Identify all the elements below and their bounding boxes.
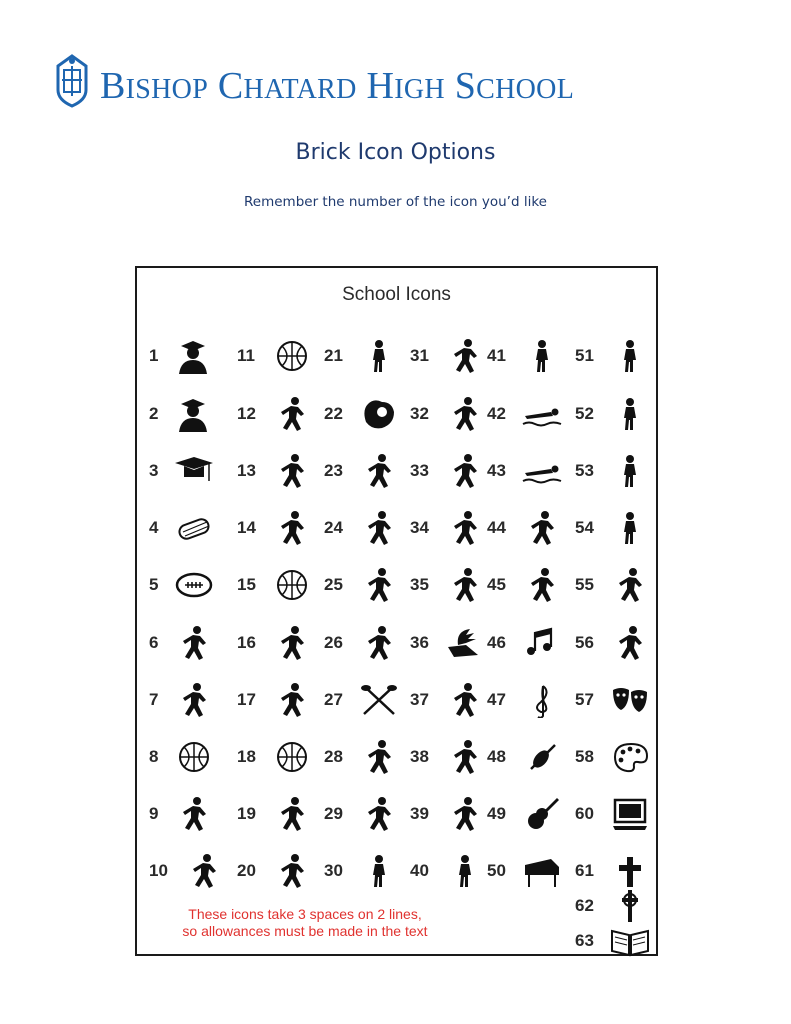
icon-option-53 [575,451,665,491]
football-kicker-icon [173,625,215,661]
icon-number: 26 [324,633,343,652]
icon-option-44 [487,508,577,548]
icon-option-27 [324,680,414,720]
computer-icon [609,796,651,832]
icon-option-45 [487,565,577,605]
tennis-player-icon [358,625,400,661]
icon-option-20 [237,851,327,891]
icon-sheet [135,266,658,956]
icon-number: 8 [149,747,159,766]
icon-number: 61 [575,861,594,880]
trumpet-player-icon [609,510,651,546]
icon-option-22 [324,394,414,434]
icon-number: 32 [410,404,429,423]
weightlifter-icon [358,853,400,889]
graduate-bust-icon [173,396,215,432]
icon-number: 55 [575,575,594,594]
icon-option-1 [149,336,239,376]
icon-option-10 [149,851,239,891]
icon-number: 56 [575,633,594,652]
icon-option-30 [324,851,414,891]
trumpet-player-icon [609,338,651,374]
icon-option-49 [487,794,577,834]
icon-number: 36 [410,633,429,652]
icon-option-46 [487,623,577,663]
treble-clef-icon [521,682,563,718]
icon-number: 57 [575,690,594,709]
school-name: BISHOP CHATARD HIGH SCHOOL [100,65,575,107]
soccer-player-icon [183,853,225,889]
swimmer-icon [521,396,563,432]
page-title: Brick Icon Options [295,140,496,165]
icon-option-12 [237,394,327,434]
icon-number: 28 [324,747,343,766]
icon-number: 6 [149,633,159,652]
icon-number: 24 [324,518,343,537]
note-line-1: These icons take 3 spaces on 2 lines, [188,906,422,922]
icon-number: 23 [324,461,343,480]
icon-number: 3 [149,461,159,480]
school-crest-icon [52,52,92,108]
mortarboard-icon [173,453,215,489]
gymnast-rings-icon [444,396,486,432]
icon-number: 14 [237,518,256,537]
theater-masks-icon [609,682,651,718]
icon-number: 60 [575,804,594,823]
icon-number: 51 [575,346,594,365]
baseball-icon [271,739,313,775]
icon-number: 4 [149,518,159,537]
icon-option-28 [324,737,414,777]
dancer-icon [609,567,651,603]
icon-option-57 [575,680,665,720]
icon-number: 46 [487,633,506,652]
icon-number: 9 [149,804,159,823]
soccer-player-icon [173,796,215,832]
icon-number: 53 [575,461,594,480]
icon-number: 20 [237,861,256,880]
icon-option-17 [237,680,327,720]
icon-option-55 [575,565,665,605]
icon-option-11 [237,336,327,376]
golfer-icon [444,853,486,889]
lacrosse-player-icon [358,739,400,775]
icon-option-62 [575,886,665,926]
icon-option-6 [149,623,239,663]
icon-number: 52 [575,404,594,423]
volleyball-spike-icon [271,625,313,661]
icon-option-26 [324,623,414,663]
hockey-player-icon [444,510,486,546]
icon-number: 29 [324,804,343,823]
icon-number: 33 [410,461,429,480]
swimmer-icon [521,453,563,489]
icon-number: 48 [487,747,506,766]
runner-icon [444,567,486,603]
icon-option-3 [149,451,239,491]
icon-number: 47 [487,690,506,709]
icon-option-9 [149,794,239,834]
note-text [155,906,455,940]
icon-option-14 [237,508,327,548]
icon-number: 42 [487,404,506,423]
icon-option-41 [487,336,577,376]
icon-number: 34 [410,518,429,537]
open-bible-icon [609,923,651,959]
icon-number: 17 [237,690,256,709]
winged-shoe-icon [444,625,486,661]
cheerleader-icon [358,453,400,489]
icon-number: 19 [237,804,256,823]
cross-icon [609,853,651,889]
volleyball-icon [271,567,313,603]
soccer-ball-icon [173,739,215,775]
wheelchair-athlete-icon [358,338,400,374]
icon-number: 2 [149,404,159,423]
icon-number: 16 [237,633,256,652]
runner-icon [444,682,486,718]
graduate-bust-icon [173,338,215,374]
icon-option-16 [237,623,327,663]
icon-number: 44 [487,518,506,537]
icon-option-60 [575,794,665,834]
icon-option-19 [237,794,327,834]
icon-option-51 [575,336,665,376]
icon-number: 39 [410,804,429,823]
icon-number: 35 [410,575,429,594]
icon-number: 38 [410,747,429,766]
baseball-batter-icon [271,853,313,889]
dancing-couple-icon [609,625,651,661]
icon-number: 11 [237,346,255,365]
icon-option-25 [324,565,414,605]
volleyball-serve-icon [271,682,313,718]
school-header [52,52,672,112]
icon-option-23 [324,451,414,491]
cheerleader-icon [358,510,400,546]
cyclist-icon [444,796,486,832]
icon-number: 41 [487,346,506,365]
icon-number: 43 [487,461,506,480]
icon-number: 15 [237,575,256,594]
hockey-player-icon [444,453,486,489]
icon-number: 22 [324,404,343,423]
violin-icon [521,739,563,775]
icon-option-18 [237,737,327,777]
icon-option-5 [149,565,239,605]
icon-number: 21 [324,346,343,365]
hurdler-icon [521,567,563,603]
icon-number: 10 [149,861,168,880]
paint-palette-icon [609,739,651,775]
icon-number: 50 [487,861,506,880]
icon-number: 5 [149,575,159,594]
volleyball-player-icon [271,510,313,546]
icon-option-58 [575,737,665,777]
icon-number: 54 [575,518,594,537]
icon-number: 18 [237,747,256,766]
diver-icon [521,510,563,546]
icon-option-21 [324,336,414,376]
guitar-icon [521,796,563,832]
icon-number: 27 [324,690,343,709]
icon-option-54 [575,508,665,548]
sheet-title: School Icons [342,284,451,305]
icon-number: 63 [575,931,594,950]
icon-option-61 [575,851,665,891]
icon-option-48 [487,737,577,777]
football-icon [173,567,215,603]
football-player-icon [173,682,215,718]
icon-option-7 [149,680,239,720]
icon-option-4 [149,508,239,548]
tennis-player-icon [358,567,400,603]
icon-option-42 [487,394,577,434]
icon-option-43 [487,451,577,491]
icon-number: 1 [149,346,159,365]
wrestlers-icon [358,796,400,832]
icon-option-8 [149,737,239,777]
music-notes-icon [521,625,563,661]
baseball-glove-icon [358,396,400,432]
icon-option-56 [575,623,665,663]
icon-option-50 [487,851,577,891]
baseball-batter-icon [271,796,313,832]
icon-number: 45 [487,575,506,594]
basketball-player-icon [271,453,313,489]
icon-option-29 [324,794,414,834]
icon-option-15 [237,565,327,605]
diploma-icon [173,510,215,546]
icon-option-47 [487,680,577,720]
golfer-icon [521,338,563,374]
saxophone-player-icon [609,453,651,489]
icon-number: 58 [575,747,594,766]
icon-number: 31 [410,346,429,365]
lacrosse-sticks-icon [358,682,400,718]
icon-option-2 [149,394,239,434]
icon-option-63 [575,921,665,961]
basketball-icon [271,338,313,374]
icon-option-52 [575,394,665,434]
icon-number: 49 [487,804,506,823]
icon-number: 7 [149,690,159,709]
drummer-icon [609,396,651,432]
icon-option-13 [237,451,327,491]
icon-option-24 [324,508,414,548]
icon-number: 13 [237,461,256,480]
note-line-2: so allowances must be made in the text [182,923,428,939]
icon-number: 62 [575,896,594,915]
icon-number: 12 [237,404,256,423]
basketball-player-icon [271,396,313,432]
celtic-cross-icon [609,888,651,924]
icon-number: 40 [410,861,429,880]
icon-number: 30 [324,861,343,880]
piano-icon [521,853,563,889]
runner-icon [444,739,486,775]
icon-number: 37 [410,690,429,709]
gymnast-icon [444,338,486,374]
page-subtitle: Remember the number of the icon you’d like [244,194,547,210]
icon-number: 25 [324,575,343,594]
